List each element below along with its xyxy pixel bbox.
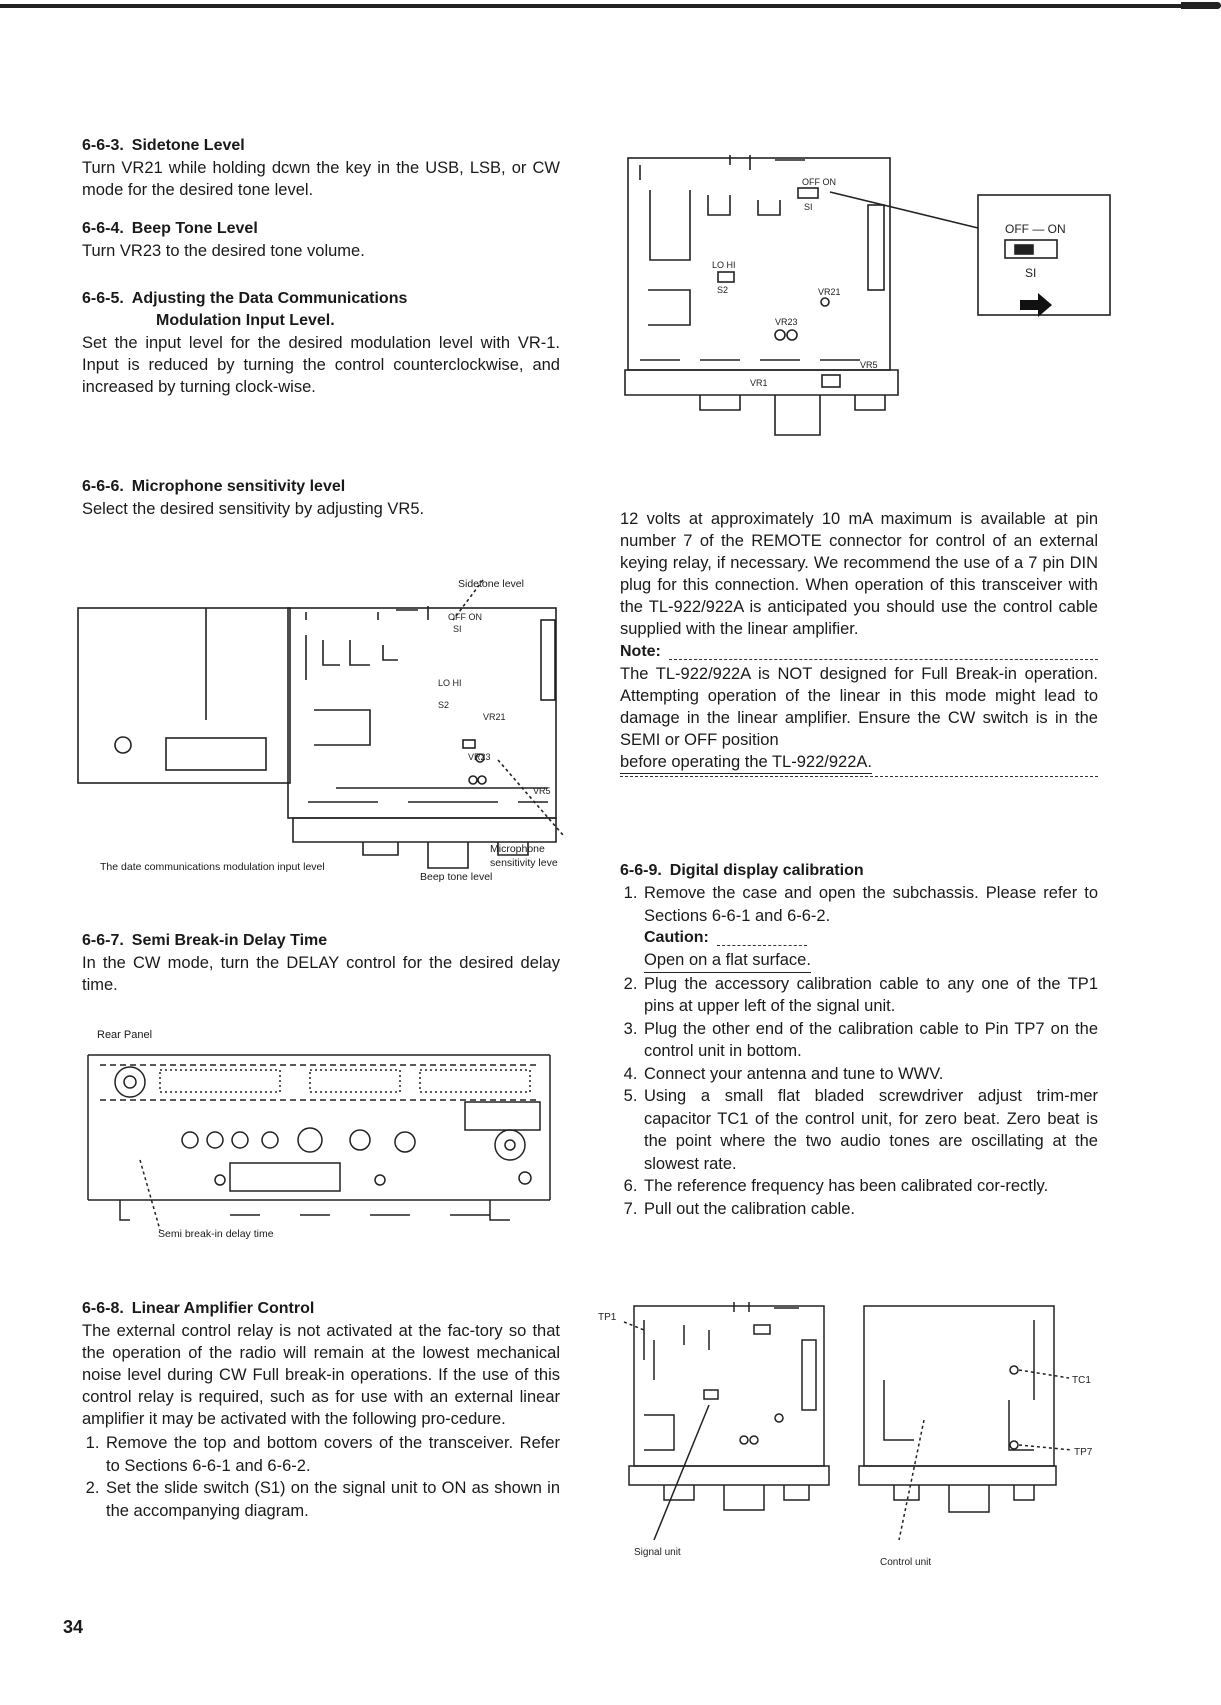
section-6-6-4 <box>82 218 560 262</box>
label-tp1: TP1 <box>598 1312 617 1323</box>
caution-body: Open on a flat surface. <box>644 949 1098 973</box>
label-vr5: VR5 <box>533 786 551 796</box>
note-header <box>620 641 1098 663</box>
section-heading: 6-6-3. Sidetone Level <box>82 137 245 154</box>
note-dash-rule <box>669 659 1098 660</box>
label-vr1: VR1 <box>750 378 768 388</box>
list-item: 2. Set the slide switch (S1) on the signal unit to ON as shown in the accompanying diagram. <box>104 1477 560 1522</box>
inset-s1-label: SI <box>1025 266 1037 280</box>
relay-paragraph <box>620 508 1098 777</box>
list-item: 5. Using a small flat bladed screwdriver adjust trim-mer capacitor TC1 of the control unit, for zero beat. Zero beat is the point where the two audio tones are oscillating at the slowest rate. <box>642 1085 1098 1175</box>
label-s1: SI <box>804 202 813 212</box>
list-item: 3. Plug the other end of the calibration cable to Pin TP7 on the control unit in bottom. <box>642 1018 1098 1063</box>
list-item: 7. Pull out the calibration cable. <box>642 1198 1098 1221</box>
page-number: 34 <box>63 1617 84 1637</box>
list-item: 2. Plug the accessory calibration cable to any one of the TP1 pins at upper left of the signal unit. <box>642 973 1098 1018</box>
label-tc1: TC1 <box>1072 1375 1091 1386</box>
label-off-on: OFF ON <box>802 177 836 187</box>
section-heading: 6-6-5. Adjusting the Data Communications <box>82 290 408 307</box>
section-6-6-7 <box>82 930 560 996</box>
label-tp7: TP7 <box>1074 1447 1093 1458</box>
label-off-on: OFF ON <box>448 612 482 622</box>
signal-unit-switch-diagram <box>620 150 1120 450</box>
note-last-line: before operating the TL-922/922A. <box>620 751 1098 774</box>
list-item: 1. Remove the top and bottom covers of the transceiver. Refer to Sections 6-6-1 and 6-6-2. <box>104 1432 560 1477</box>
caption-control-unit: Control unit <box>880 1557 932 1568</box>
note-label: Note: <box>620 643 661 660</box>
label-lo-hi: LO HI <box>712 260 736 270</box>
page-top-rule <box>0 4 1205 8</box>
section-heading: 6-6-6. Microphone sensitivity level <box>82 478 346 495</box>
caption-sidetone-level: Sidetone level <box>458 578 524 590</box>
section-heading-line2: Modulation Input Level. <box>156 312 335 329</box>
caption-beep-tone: Beep tone level <box>420 871 493 883</box>
note-end-rule <box>620 776 1098 777</box>
label-s1: SI <box>453 624 462 634</box>
list-item: 6. The reference frequency has been calibrated cor-rectly. <box>642 1175 1098 1198</box>
chassis-open-diagram <box>78 580 588 880</box>
section-heading: 6-6-7. Semi Break-in Delay Time <box>82 932 328 949</box>
section-6-6-6 <box>82 476 560 520</box>
section-6-6-9 <box>620 860 1098 1220</box>
section-6-6-8 <box>82 1298 560 1522</box>
section-body: The external control relay is not activated at the fac-tory so that the operation of the radio will remain at the lowest mechanical noise level during CW Full break-in operations. If the use of this control relay is required, such as for use with an external linear amplifier it may be activated with the following pro-cedure. <box>82 1322 560 1428</box>
list-item: 1. Remove the case and open the subchassis. Please refer to Sections 6-6-1 and 6-6-2. Caution: Open on a flat surface. <box>642 882 1098 973</box>
inset-off-on-label: OFF — ON <box>1005 222 1066 236</box>
caption-data-comm-level: The date communications modulation input level <box>100 861 325 873</box>
label-lo-hi: LO HI <box>438 678 462 688</box>
note-body: The TL-922/922A is NOT designed for Full Break-in operation. Attempting operation of the linear in this mode might lead to damage in the linear amplifier. Ensure the CW switch is in the SEMI or OFF position <box>620 665 1098 749</box>
caution-header: Caution: <box>644 927 1098 949</box>
section-body: Turn VR23 to the desired tone volume. <box>82 242 365 260</box>
label-vr21: VR21 <box>483 712 506 722</box>
caption-rear-panel: Rear Panel <box>97 1029 153 1041</box>
section-body: Set the input level for the desired modulation level with VR-1. Input is reduced by turning the control counterclockwise, and increased by turning clock-wise. <box>82 334 560 396</box>
caption-signal-unit: Signal unit <box>634 1547 681 1558</box>
section-heading: 6-6-4. Beep Tone Level <box>82 220 258 237</box>
section-6-6-3 <box>82 135 560 201</box>
label-vr5: VR5 <box>860 360 878 370</box>
label-vr21: VR21 <box>818 287 841 297</box>
caption-microphone: Microphone <box>490 843 545 855</box>
section-heading: 6-6-8. Linear Amplifier Control <box>82 1300 315 1317</box>
section-body: Turn VR21 while holding dcwn the key in the USB, LSB, or CW mode for the desired tone level. <box>82 159 560 199</box>
label-s2: S2 <box>438 700 450 710</box>
relay-text: 12 volts at approximately 10 mA maximum is available at pin number 7 of the REMOTE connector for control of an external keying relay, if necessary. We recommend the use of a 7 pin DIN plug for this connection. When operation of this transceiver with the TL-922/922A is anticipated you should use the control cable supplied with the linear amplifier. <box>620 510 1098 638</box>
list-item: 4. Connect your antenna and tune to WWV. <box>642 1063 1098 1086</box>
caption-semi-break-in: Semi break-in delay time <box>158 1228 274 1240</box>
section-body: Select the desired sensitivity by adjusting VR5. <box>82 500 425 518</box>
caption-sensitivity: sensitivity leve <box>490 857 558 869</box>
label-vr23: VR23 <box>468 752 491 762</box>
rear-panel-diagram <box>70 1030 570 1240</box>
section-6-6-5 <box>82 288 560 398</box>
label-s2: S2 <box>717 285 729 295</box>
section-heading: 6-6-9. Digital display calibration <box>620 862 864 879</box>
page-top-rule-end <box>1181 2 1221 9</box>
label-vr23: VR23 <box>775 317 798 327</box>
section-body: In the CW mode, turn the DELAY control for the desired delay time. <box>82 954 560 994</box>
calibration-diagram <box>594 1300 1114 1580</box>
